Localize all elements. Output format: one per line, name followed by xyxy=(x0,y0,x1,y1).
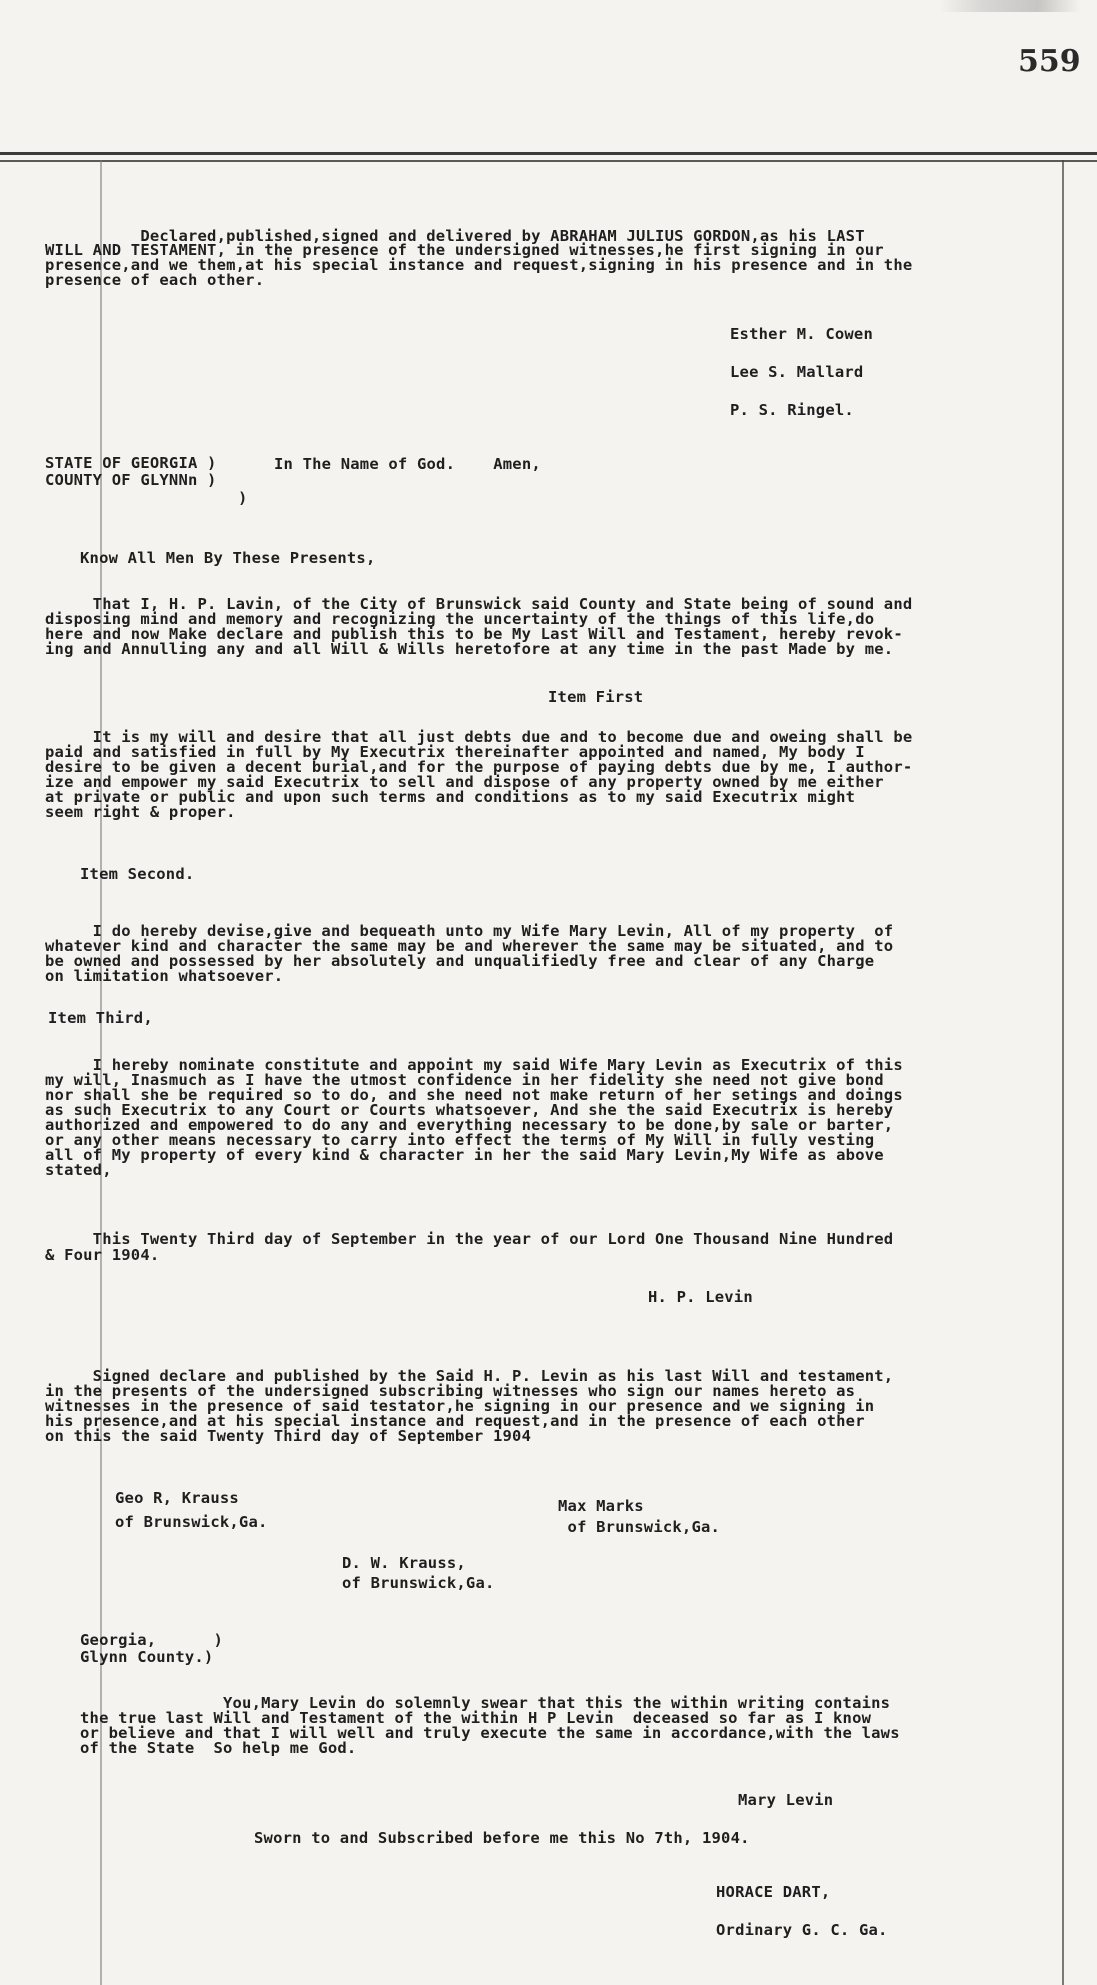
caption-paren: ) xyxy=(238,489,248,507)
declaration-line: presence of each other. xyxy=(45,271,265,289)
declaration-line: WILL AND TESTAMENT, in the presence of the undersigned witnesses,he first signing in our xyxy=(45,241,884,259)
header-rule xyxy=(0,152,1097,155)
witness-krauss-geo: Geo R, Krauss xyxy=(115,1489,239,1507)
item-first-line: It is my will and desire that all just debts due and to become due and oweing shall be xyxy=(45,728,913,746)
page-edge-mark xyxy=(940,0,1080,12)
witness-name: Esther M. Cowen xyxy=(730,325,873,343)
attestation-line: Signed declare and published by the Said H. P. Levin as his last Will and testament, xyxy=(45,1367,894,1385)
jurat: Sworn to and Subscribed before me this No 7th, 1904. xyxy=(254,1829,750,1847)
item-second-heading: Item Second. xyxy=(80,865,195,883)
testator-signature: H. P. Levin xyxy=(648,1288,753,1306)
witness-krauss-dw: D. W. Krauss, xyxy=(342,1554,466,1572)
oath-line: or believe and that I will well and truly execute the same in accordance,with the laws xyxy=(80,1724,900,1742)
declaration-line: presence,and we them,at his special instance and request,signing in his presence and in the xyxy=(45,256,913,274)
attestation-line: on this the said Twenty Third day of September 1904 xyxy=(45,1427,532,1445)
item-third-line: my will, Inasmuch as I have the utmost confidence in her fidelity she need not give bond xyxy=(45,1071,884,1089)
right-margin-rule xyxy=(1062,160,1064,1985)
witness-name: Lee S. Mallard xyxy=(730,363,864,381)
item-second-line: I do hereby devise,give and bequeath unto my Wife Mary Levin, All of my property of xyxy=(45,922,894,940)
item-first-line: ize and empower my said Executrix to sell and dispose of any property owned by me either xyxy=(45,773,884,791)
header-rule-secondary xyxy=(0,160,1097,162)
item-second-line: whatever kind and character the same may be and wherever the same may be situated, and to xyxy=(45,937,894,955)
official-name: HORACE DART, xyxy=(716,1883,831,1901)
oath-line: of the State So help me God. xyxy=(80,1739,357,1757)
preamble-line: That I, H. P. Lavin, of the City of Brunswick said County and State being of sound and xyxy=(45,595,913,613)
attestation-line: his presence,and at his special instance and request,and in the presence of each other xyxy=(45,1412,865,1430)
item-third-line: I hereby nominate constitute and appoint my said Wife Mary Levin as Executrix of this xyxy=(45,1056,903,1074)
oath-venue-state: Georgia, ) xyxy=(80,1631,223,1649)
dating-line: & Four 1904. xyxy=(45,1246,160,1264)
page-number: 559 xyxy=(1018,44,1081,79)
preamble-line: here and now Make declare and publish this to be My Last Will and Testament, hereby revok- xyxy=(45,625,903,643)
caption-county: COUNTY OF GLYNNn ) xyxy=(45,471,217,489)
invocation: In The Name of God. Amen, xyxy=(274,455,541,473)
caption-state: STATE OF GEORGIA ) xyxy=(45,454,217,472)
item-first-line: at private or public and upon such terms and conditions as to my said Executrix might xyxy=(45,788,856,806)
executrix-signature: Mary Levin xyxy=(738,1791,834,1809)
oath-venue-county: Glynn County.) xyxy=(80,1648,214,1666)
attestation-line: witnesses in the presence of said testator,he signing in our presence and we signing in xyxy=(45,1397,875,1415)
oath-line: You,Mary Levin do solemnly swear that this the within writing contains xyxy=(80,1694,891,1712)
item-second-line: be owned and possessed by her absolutely and unqualifiedly free and clear of any Charge xyxy=(45,952,875,970)
item-third-heading: Item Third, xyxy=(48,1009,153,1027)
witness-marks: Max Marks xyxy=(558,1497,644,1515)
item-first-line: desire to be given a decent burial,and for the purpose of paying debts due by me, I author- xyxy=(45,758,913,776)
item-third-line: stated, xyxy=(45,1161,112,1179)
item-third-line: all of My property of every kind & character in her the said Mary Levin,My Wife as above xyxy=(45,1146,884,1164)
preamble-heading: Know All Men By These Presents, xyxy=(80,549,376,567)
declaration-line: Declared,published,signed and delivered by ABRAHAM JULIUS GORDON,as his LAST xyxy=(45,227,865,245)
oath-line: the true last Will and Testament of the within H P Levin deceased so far as I know xyxy=(80,1709,872,1727)
item-first-heading: Item First xyxy=(548,688,644,706)
item-third-line: authorized and empowered to do any and everything necessary to be done,by sale or barter, xyxy=(45,1116,894,1134)
official-title: Ordinary G. C. Ga. xyxy=(716,1921,888,1939)
item-third-line: or any other means necessary to carry into effect the terms of My Will in fully vesting xyxy=(45,1131,875,1149)
witness-marks-place: of Brunswick,Ga. xyxy=(558,1518,721,1536)
attestation-line: in the presents of the undersigned subscribing witnesses who sign our names hereto as xyxy=(45,1382,856,1400)
preamble-line: disposing mind and memory and recognizing the uncertainty of the things of this life,do xyxy=(45,610,875,628)
item-first-line: seem right & proper. xyxy=(45,803,236,821)
item-third-line: as such Executrix to any Court or Courts whatsoever, And she the said Executrix is hereby xyxy=(45,1101,894,1119)
item-first-line: paid and satisfied in full by My Executrix thereinafter appointed and named, My body I xyxy=(45,743,865,761)
witness-name: P. S. Ringel. xyxy=(730,401,854,419)
dating-line: This Twenty Third day of September in the year of our Lord One Thousand Nine Hundred xyxy=(45,1230,894,1248)
preamble-line: ing and Annulling any and all Will & Wills heretofore at any time in the past Made by me. xyxy=(45,640,894,658)
item-second-line: on limitation whatsoever. xyxy=(45,967,284,985)
witness-krauss-geo-place: of Brunswick,Ga. xyxy=(115,1513,268,1531)
witness-krauss-dw-place: of Brunswick,Ga. xyxy=(342,1574,495,1592)
item-third-line: nor shall she be required so to do, and she need not make return of her setings and doings xyxy=(45,1086,903,1104)
